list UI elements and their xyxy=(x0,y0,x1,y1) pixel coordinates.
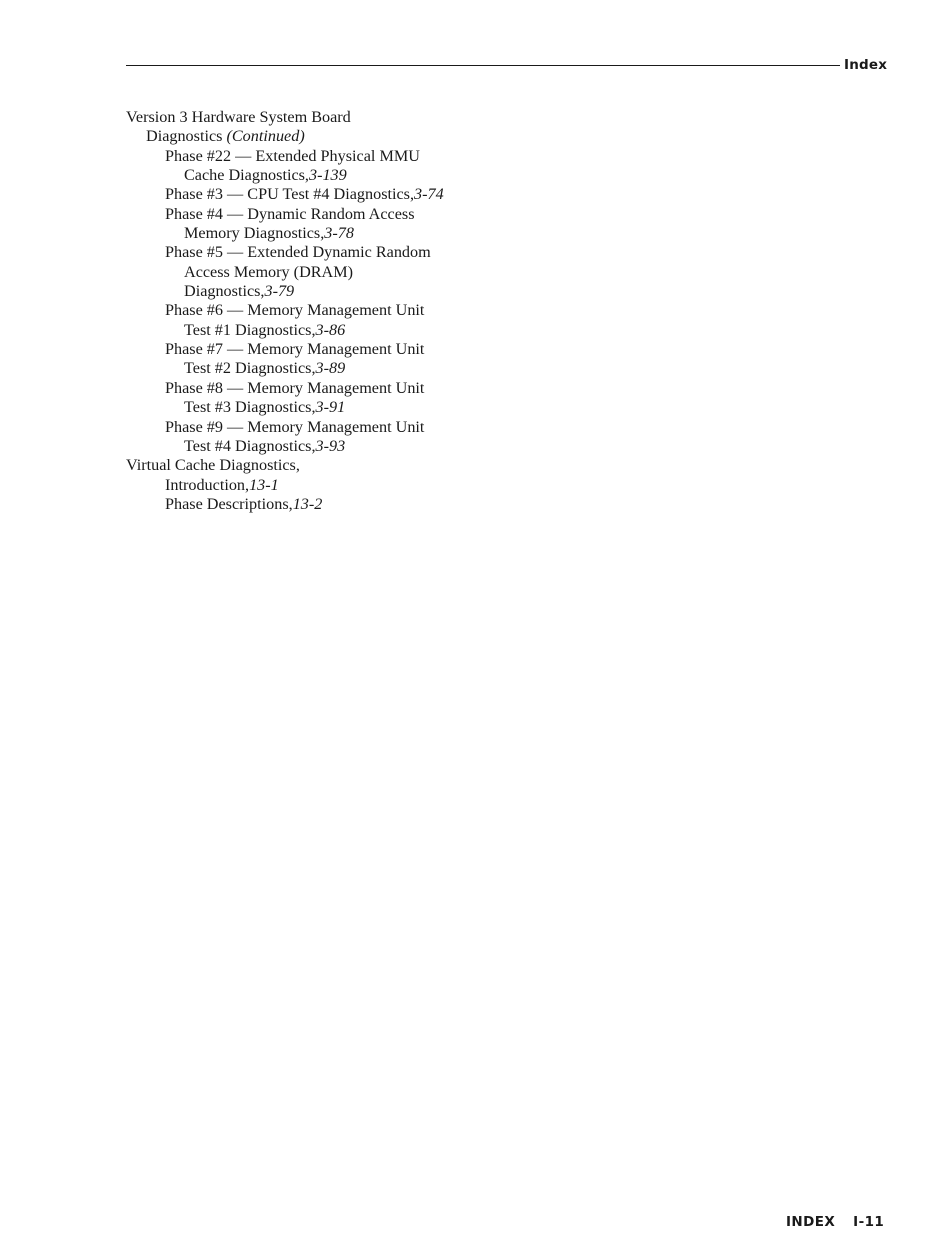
entry-page-ref: 3-79 xyxy=(264,282,295,301)
entry-text: Phase #22 — Extended Physical MMU xyxy=(165,146,420,165)
entry-text: Test #3 Diagnostics, xyxy=(184,398,316,417)
entry-text: Phase #9 — Memory Management Unit xyxy=(165,417,425,436)
entry-text: Cache Diagnostics, xyxy=(184,166,309,185)
entry-page-ref: 3-86 xyxy=(315,320,346,339)
entry-text: Version 3 Hardware System Board xyxy=(126,108,351,126)
page-footer xyxy=(786,1214,884,1230)
entry-text: Virtual Cache Diagnostics, xyxy=(126,456,300,475)
page-number: I-11 xyxy=(853,1214,885,1230)
index-entry xyxy=(126,476,646,495)
index-entry xyxy=(126,108,646,127)
index-entry xyxy=(126,127,646,146)
index-entry xyxy=(126,321,646,340)
section-title: Index xyxy=(844,57,888,73)
index-entry xyxy=(126,379,646,398)
entry-text: Access Memory (DRAM) xyxy=(184,262,354,281)
index-entry xyxy=(126,224,646,243)
index-entries xyxy=(126,108,646,514)
entry-text: Diagnostics, xyxy=(184,282,265,301)
index-entry xyxy=(126,243,646,262)
index-entry xyxy=(126,359,646,378)
entry-text: Introduction, xyxy=(165,475,250,494)
entry-text: Phase #4 — Dynamic Random Access xyxy=(165,204,415,223)
entry-text: Phase #3 — CPU Test #4 Diagnostics, xyxy=(165,185,415,204)
entry-page-ref: 3-78 xyxy=(324,224,354,243)
index-entry xyxy=(126,282,646,301)
entry-page-ref: 3-74 xyxy=(414,185,444,204)
entry-page-ref: 13-1 xyxy=(249,475,279,494)
entry-text: Phase Descriptions, xyxy=(165,494,293,513)
entry-page-ref: 3-89 xyxy=(315,359,346,378)
index-entry xyxy=(126,456,646,475)
entry-text: Phase #8 — Memory Management Unit xyxy=(165,378,425,397)
index-entry xyxy=(126,166,646,185)
index-entry xyxy=(126,185,646,204)
entry-text: Phase #6 — Memory Management Unit xyxy=(165,301,425,320)
entry-text: Test #4 Diagnostics, xyxy=(184,436,316,455)
index-entry xyxy=(126,205,646,224)
index-entry xyxy=(126,437,646,456)
entry-page-ref: 3-139 xyxy=(308,166,347,185)
index-entry xyxy=(126,147,646,166)
entry-text: Test #2 Diagnostics, xyxy=(184,359,316,378)
entry-page-ref: 13-2 xyxy=(292,494,323,513)
index-entry xyxy=(126,263,646,282)
index-entry xyxy=(126,495,646,514)
entry-text: Diagnostics xyxy=(146,127,227,146)
entry-text: Phase #5 — Extended Dynamic Random xyxy=(165,243,431,262)
entry-text: Test #1 Diagnostics, xyxy=(184,320,316,339)
continued-note: (Continued) xyxy=(226,127,305,146)
entry-text: Phase #7 — Memory Management Unit xyxy=(165,340,425,359)
header-rule xyxy=(126,65,840,66)
index-entry xyxy=(126,398,646,417)
entry-text: Memory Diagnostics, xyxy=(184,224,325,243)
index-entry xyxy=(126,418,646,437)
entry-page-ref: 3-91 xyxy=(315,398,346,417)
entry-page-ref: 3-93 xyxy=(315,436,346,455)
index-entry xyxy=(126,301,646,320)
footer-label: INDEX xyxy=(786,1214,836,1230)
index-entry xyxy=(126,340,646,359)
